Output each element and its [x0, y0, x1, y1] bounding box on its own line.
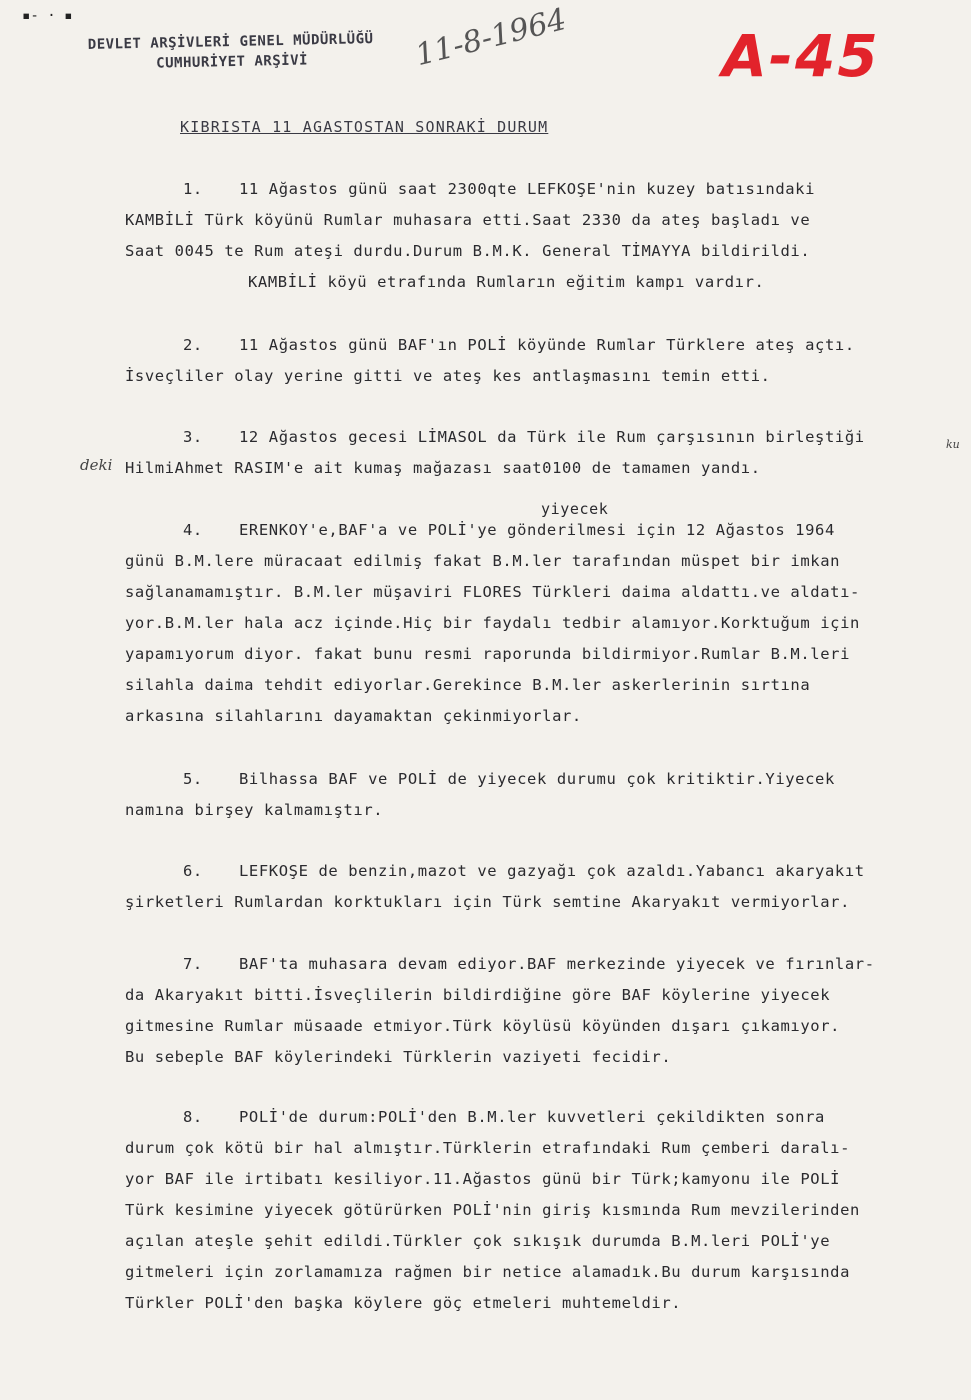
paragraph-8 — [125, 1102, 960, 1319]
reference-code: A-45 — [722, 22, 880, 90]
paragraph-line: ERENKOY'e,BAF'a ve POLİ'ye gönderilmesi için 12 Ağastos 1964 — [239, 521, 835, 539]
paragraph-line: şirketleri Rumlardan korktukları için Türk semtine Akaryakıt vermiyorlar. — [125, 893, 851, 911]
paragraph-line: Bu sebeple BAF köylerindeki Türklerin vaziyeti fecidir. — [125, 1048, 672, 1066]
paragraph-number: 7. — [183, 955, 203, 973]
paragraph-6 — [125, 856, 960, 918]
paragraph-line: yor.B.M.ler hala acz içinde.Hiç bir faydalı tedbir alamıyor.Korktuğum için — [125, 614, 860, 632]
paragraph-line: durum çok kötü bir hal almıştır.Türklerin etrafındaki Rum çemberi daralı- — [125, 1139, 851, 1157]
paragraph-5 — [125, 764, 960, 826]
paragraph-number: 3. — [183, 428, 203, 446]
paragraph-line: gitmeleri için zorlamamıza rağmen bir netice alamadık.Bu durum karşısında — [125, 1263, 851, 1281]
paragraph-line: Türkler POLİ'den başka köylere göç etmeleri muhtemeldir. — [125, 1294, 682, 1312]
paragraph-3 — [125, 422, 960, 484]
paragraph-line: günü B.M.lere müracaat edilmiş fakat B.M.ler tarafından müspet bir imkan — [125, 552, 841, 570]
paragraph-line: 11 Ağastos günü saat 2300qte LEFKOŞE'nin kuzey batısındaki — [239, 180, 816, 198]
paragraph-number: 5. — [183, 770, 203, 788]
paragraph-4 — [125, 515, 960, 732]
paragraph-line: yor BAF ile irtibatı kesiliyor.11.Ağastos günü bir Türk;kamyonu ile POLİ — [125, 1170, 841, 1188]
margin-note-left: deki — [80, 456, 113, 474]
paragraph-line: POLİ'de durum:POLİ'den B.M.ler kuvvetleri çekildikten sonra — [239, 1108, 825, 1126]
paragraph-number: 8. — [183, 1108, 203, 1126]
inserted-word: yiyecek — [541, 500, 609, 518]
paragraph-line: silahla daima tehdit ediyorlar.Gerekince B.M.ler askerlerinin sırtına — [125, 676, 811, 694]
paragraph-line: HilmiAhmet RASIM'e ait kumaş mağazası saat0100 de tamamen yandı. — [125, 459, 761, 477]
paragraph-line: 11 Ağastos günü BAF'ın POLİ köyünde Rumlar Türklere ateş açtı. — [239, 336, 855, 354]
paragraph-line: arkasına silahlarını dayamaktan çekinmiyorlar. — [125, 707, 582, 725]
paragraph-line: BAF'ta muhasara devam ediyor.BAF merkezinde yiyecek ve fırınlar- — [239, 955, 875, 973]
paragraph-number: 4. — [183, 521, 203, 539]
paragraph-number: 6. — [183, 862, 203, 880]
paragraph-line: LEFKOŞE de benzin,mazot ve gazyağı çok azaldı.Yabancı akaryakıt — [239, 862, 865, 880]
paragraph-line: KAMBİLİ Türk köyünü Rumlar muhasara etti.Saat 2330 da ateş başladı ve — [125, 211, 811, 229]
paragraph-line: da Akaryakıt bitti.İsveçlilerin bildirdiğine göre BAF köylerine yiyecek — [125, 986, 831, 1004]
paragraph-number: 1. — [183, 180, 203, 198]
stamp-line-2: CUMHURİYET ARŞİVİ — [156, 52, 309, 72]
archive-stamp — [88, 29, 374, 75]
paragraph-2 — [125, 330, 960, 392]
paragraph-line: Saat 0045 te Rum ateşi durdu.Durum B.M.K. General TİMAYYA bildirildi. — [125, 242, 811, 260]
paragraph-line: 12 Ağastos gecesi LİMASOL da Türk ile Rum çarşısının birleştiği — [239, 428, 865, 446]
paragraph-line: sağlanamamıştır. B.M.ler müşaviri FLORES Türkleri daima aldattı.ve aldatı- — [125, 583, 860, 601]
paragraph-line: gitmesine Rumlar müsaade etmiyor.Türk köylüsü köyünden dışarı çıkamıyor. — [125, 1017, 841, 1035]
paragraph-line: KAMBİLİ köyü etrafında Rumların eğitim kampı vardır. — [248, 273, 765, 291]
paragraph-line: açılan ateşle şehit edildi.Türkler çok sıkışık durumda B.M.leri POLİ'ye — [125, 1232, 831, 1250]
corner-mark-icon: ▪‑ · ▪ — [22, 8, 73, 24]
margin-note-right: ku — [946, 438, 960, 451]
paragraph-1 — [125, 174, 960, 298]
paragraph-7 — [125, 949, 960, 1073]
stamp-line-1: DEVLET ARŞİVLERİ GENEL MÜDÜRLÜĞÜ — [87, 31, 374, 53]
paragraph-line: Türk kesimine yiyecek götürürken POLİ'nin giriş kısmında Rum mevzilerinden — [125, 1201, 860, 1219]
paragraph-line: İsveçliler olay yerine gitti ve ateş kes antlaşmasını temin etti. — [125, 367, 771, 385]
paragraph-line: namına birşey kalmamıştır. — [125, 801, 384, 819]
paragraph-line: Bilhassa BAF ve POLİ de yiyecek durumu çok kritiktir.Yiyecek — [239, 770, 835, 788]
paragraph-line: yapamıyorum diyor. fakat bunu resmi raporunda bildirmiyor.Rumlar B.M.leri — [125, 645, 851, 663]
handwritten-date: 11-8-1964 — [412, 1, 570, 74]
document-title: KIBRISTA 11 AGASTOSTAN SONRAKİ DURUM — [180, 118, 549, 136]
paragraph-number: 2. — [183, 336, 203, 354]
